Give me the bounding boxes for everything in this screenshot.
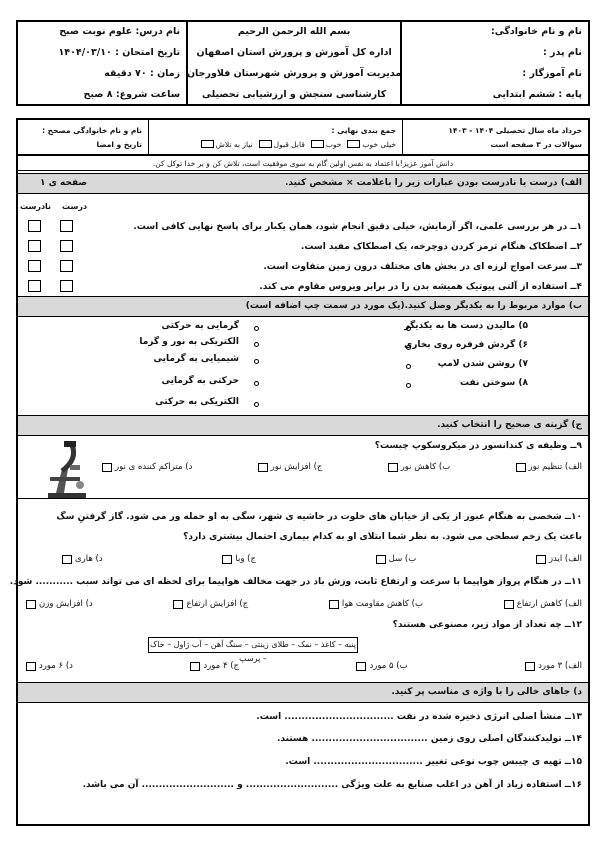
organization-info [186,22,400,104]
grade-options [155,140,396,149]
option-checkbox[interactable] [26,600,36,609]
office-name: اداره کل آموزش و پرورش استان اصفهان [196,47,392,58]
option[interactable]: د) افزایش وزن [26,599,93,609]
grade-option[interactable]: خیلی خوب [347,140,396,149]
question-10-options [62,554,582,564]
false-column-header: نادرست [20,202,52,211]
option[interactable]: ج) افزایش نور [258,462,323,472]
match-left-item: ۷) روشن شدن لامپ [437,359,528,369]
fill-blank-13: ۱۳ــ منشأ اصلی انرژی ذخیره شده در نفت ................................ است. [256,712,582,722]
option-checkbox[interactable] [329,600,339,609]
option-checkbox[interactable] [516,463,526,472]
false-checkbox[interactable] [28,260,41,272]
corrector-label: نام و نام خانوادگی مصحح : [42,125,142,135]
county-office: مدیریت آموزش و پرورش شهرستان فلاورجان [186,68,402,79]
true-checkbox[interactable] [60,280,73,292]
final-grade-box [148,120,402,154]
section-c-title: ج) گزینه ی صحیح را انتخاب کنید. [437,420,582,430]
tf-question-4: ۴ــ استفاده از آلتی پیوتیک همیشه بدن را در برابر ویروس مقاوم می کند. [259,282,582,292]
question-area [9,156,590,826]
total-label: جمع بندی نهایی : [331,125,396,135]
grade-option[interactable]: خوب [311,140,342,149]
exam-start-time: ساعت شروع: ۸ صبح [83,89,181,100]
option[interactable]: ب) ۵ مورد [356,661,407,671]
option[interactable]: ج) ۴ مورد [190,661,239,671]
grade-checkbox[interactable] [347,140,360,148]
question-10-continued: باعث یک زخم سطحی می شود. به نظر شما ابتلای او به کدام بیماری احتمال بیشتری دارد؟ [183,532,582,542]
fill-blank-14: ۱۴ــ تولیدکنندگان اصلی روی زمین .................................. هستند. [276,734,582,744]
question-10: ۱۰ــ شخصی به هنگام عبور از یکی از خیابان های خلوت در حاشیه ی شهر، سگی به او حمله ور می شود. گاز گرفتنِ سگ [56,512,582,522]
exam-header [16,20,590,106]
exam-date: تاریخ امتحان : ۱۴۰۴/۰۳/۱۰ [58,47,181,58]
option-checkbox[interactable] [102,463,112,472]
true-checkbox[interactable] [60,240,73,252]
section-b-title: ب) موارد مربوط را به یکدیگر وصل کنید.(یک مورد در سمت چپ اضافه است) [245,301,582,311]
motto-text: دانش آموز عزیز!با اعتماد به نفس اولین گام به سوی موفقیت است، تلاش کن و بر خدا توکل کن. [18,156,588,171]
microscope-image [42,439,92,501]
false-checkbox[interactable] [28,280,41,292]
section-d-title: د) جاهای خالی را با واژه ی مناسب پر کنید. [391,687,582,697]
exam-info [18,22,186,104]
match-left-item: ۵) مالیدن دست ها به یکدیگر [404,321,528,331]
match-right-item: الکتریکی به نور و گرما [139,337,239,347]
fill-blank-15: ۱۵ــ تهیه ی چیبس چوب نوعی تغییر ................................ است. [285,757,582,767]
option-checkbox[interactable] [536,555,546,564]
false-checkbox[interactable] [28,220,41,232]
option-checkbox[interactable] [190,662,200,671]
section-c-header [18,415,588,436]
bismillah: بسم الله الرحمن الرحیم [237,26,351,37]
option-checkbox[interactable] [356,662,366,671]
question-11: ۱۱ــ در هنگام پرواز هواپیما با سرعت و ارتفاع ثابت، وزش باد در جهت مخالف هواپیما برای لحظه ای می تواند سبب ........... شود. [9,577,582,587]
option[interactable]: ج) وبا [222,554,256,564]
question-12: ۱۲ــ چه تعداد از مواد زیر، مصنوعی هستند؟ [392,620,582,630]
option[interactable]: الف) ۳ مورد [525,661,582,671]
option-checkbox[interactable] [504,600,514,609]
match-right-item: گرمایی به حرکتی [161,321,239,331]
match-left-item: ۶) گردش فرفره روی بخاری [403,340,528,350]
true-column-header: درست [62,202,88,211]
section-b-header [18,296,588,317]
section-a-title: الف) درست یا نادرست بودن عبارات زیر را باعلامت × مشخص کنید. [285,178,582,188]
match-dot[interactable] [406,364,411,369]
false-checkbox[interactable] [28,240,41,252]
match-right-item: الکتریکی به حرکتی [155,397,239,407]
question-11-options [26,599,582,609]
option[interactable]: الف) تنظیم نور [516,462,582,472]
match-dot[interactable] [406,383,411,388]
fill-blank-16: ۱۶ــ استفاده زیاد از آهن در اغلب صنایع به علت ویژگی ........................... و ........................... آن می باشد. [82,780,582,790]
tf-question-2: ۲ــ اصطکاک هنگام ترمز کردن دوچرخه، یک اصطکاک مفید است. [300,242,582,252]
grade-checkbox[interactable] [259,140,272,148]
option-checkbox[interactable] [388,463,398,472]
grade-checkbox[interactable] [311,140,324,148]
option-checkbox[interactable] [258,463,268,472]
unit-name: کارشناسی سنجش و ارزشیابی تحصیلی [202,89,387,100]
option[interactable]: ب) کاهش مقاومت هوا [329,599,423,609]
materials-list: پنبه – کاغذ – نمک – طلای زینتی – سنگ آهن – آب ژاول – خاک – پرسپ [148,637,358,653]
match-dot[interactable] [254,359,259,364]
info-bar [16,118,590,156]
sign-label: تاریخ و امضا [96,139,142,149]
true-checkbox[interactable] [60,260,73,272]
match-dot[interactable] [254,342,259,347]
tf-question-1: ۱ــ در هر بررسی علمی، اگر آزمایش، خیلی دقیق انجام شود، همان یکبار برای پاسخ نهایی کافی است. [133,222,582,232]
teacher-name-label: نام آموزگار : [522,68,582,79]
match-right-item: حرکتی به گرمایی [161,376,239,386]
option[interactable]: د) هاری [62,554,103,564]
match-dot[interactable] [406,326,411,331]
exam-duration: زمان : ۷۰ دقیقه [104,68,181,79]
student-info [400,22,588,104]
match-dot[interactable] [254,381,259,386]
option[interactable]: الف) کاهش ارتفاع [504,599,582,609]
match-dot[interactable] [254,402,259,407]
option-checkbox[interactable] [26,662,36,671]
page-number: صفحه ی ۱ [40,178,88,188]
page-count: سوالات در ۳ صفحه است [490,139,582,149]
option[interactable]: الف) ایدز [536,554,582,564]
option[interactable]: ب) کاهش نور [388,462,451,472]
corrector-box [18,120,148,154]
option[interactable]: ب) سل [376,554,417,564]
option-checkbox[interactable] [173,600,183,609]
question-12-options [26,661,582,671]
grade-option[interactable]: قابل قبول [259,140,305,149]
grade-option[interactable]: نیاز به تلاش [201,140,253,149]
option-checkbox[interactable] [222,555,232,564]
match-right-item: شیمیایی به گرمایی [153,354,239,364]
tf-question-3: ۳ــ سرعت امواج لرزه ای در بخش های مختلف درون زمین متفاوت است. [263,262,582,272]
match-dot[interactable] [254,326,259,331]
match-dot[interactable] [406,345,411,350]
grade-checkbox[interactable] [201,140,214,148]
option[interactable]: ج) افزایش ارتفاع [173,599,248,609]
divider [18,498,588,499]
option-checkbox[interactable] [525,662,535,671]
option-checkbox[interactable] [62,555,72,564]
question-9: ۹ــ وظیفه ی کندانسور در میکروسکوپ چیست؟ [374,441,582,451]
section-a-header [18,173,588,194]
option[interactable]: د) متراکم کننده ی نور [102,462,192,472]
father-name-label: نام پدر : [542,47,582,58]
option[interactable]: د) ۶ مورد [26,661,73,671]
school-year: خرداد ماه سال تحصیلی ۱۴۰۴ - ۱۴۰۳ [448,125,582,135]
option-checkbox[interactable] [376,555,386,564]
match-left-item: ۸) سوختن نفت [459,378,528,388]
student-name-label: نام و نام خانوادگی: [490,26,582,37]
term-info [402,120,588,154]
true-checkbox[interactable] [60,220,73,232]
grade-label: پایه : ششم ابتدایی [492,89,582,100]
subject-label: نام درس: علوم نوبت صبح [59,26,181,37]
question-9-options [102,462,582,472]
section-d-header [18,682,588,703]
